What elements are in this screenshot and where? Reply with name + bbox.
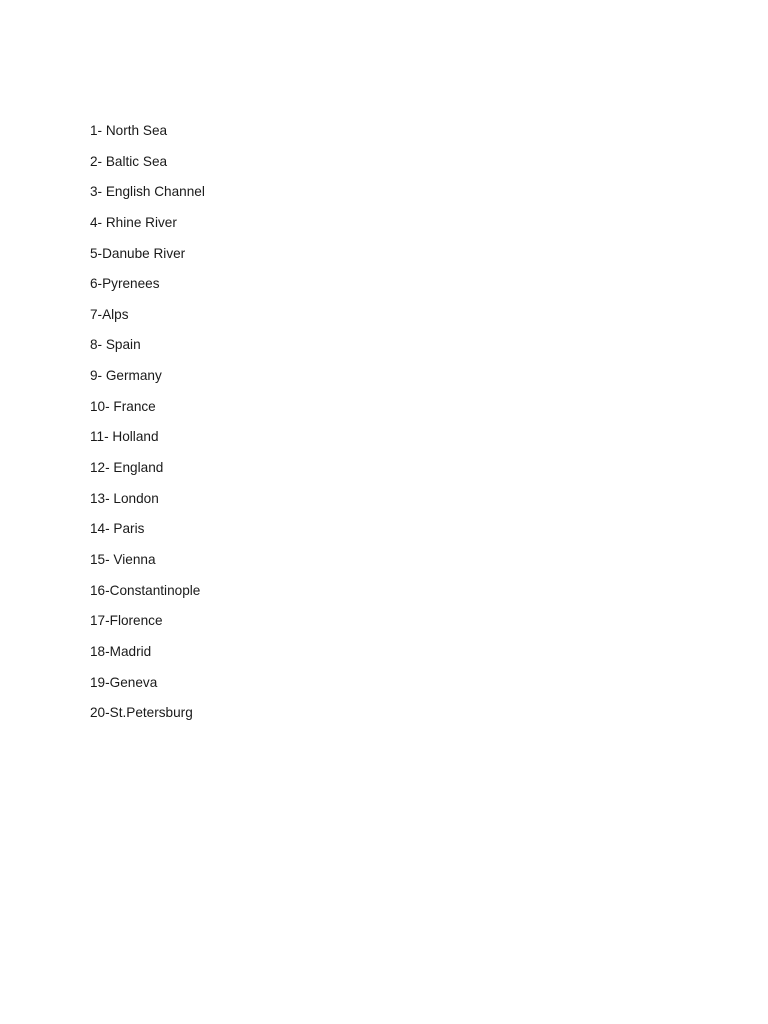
list-item: 20-St.Petersburg	[90, 705, 193, 721]
list-item: 9- Germany	[90, 368, 162, 384]
list-item: 3- English Channel	[90, 184, 205, 200]
list-item: 5-Danube River	[90, 245, 186, 261]
list-item: 12- England	[90, 460, 164, 476]
list-item: 15- Vienna	[90, 551, 156, 567]
list-item: 11- Holland	[90, 429, 159, 445]
list-item: 7-Alps	[90, 306, 129, 322]
list-item: 19-Geneva	[90, 674, 158, 690]
list-item: 10- France	[90, 398, 156, 414]
list-item: 18-Madrid	[90, 643, 152, 659]
list-item: 14- Paris	[90, 521, 145, 537]
list-item: 8- Spain	[90, 337, 141, 353]
list-item: 13- London	[90, 490, 159, 506]
list-item: 16-Constantinople	[90, 582, 201, 598]
numbered-list	[90, 121, 205, 734]
list-item: 17-Florence	[90, 613, 163, 629]
list-item: 6-Pyrenees	[90, 276, 160, 292]
list-item: 1- North Sea	[90, 123, 168, 138]
list-item: 4- Rhine River	[90, 214, 177, 230]
list-item: 2- Baltic Sea	[90, 153, 168, 169]
